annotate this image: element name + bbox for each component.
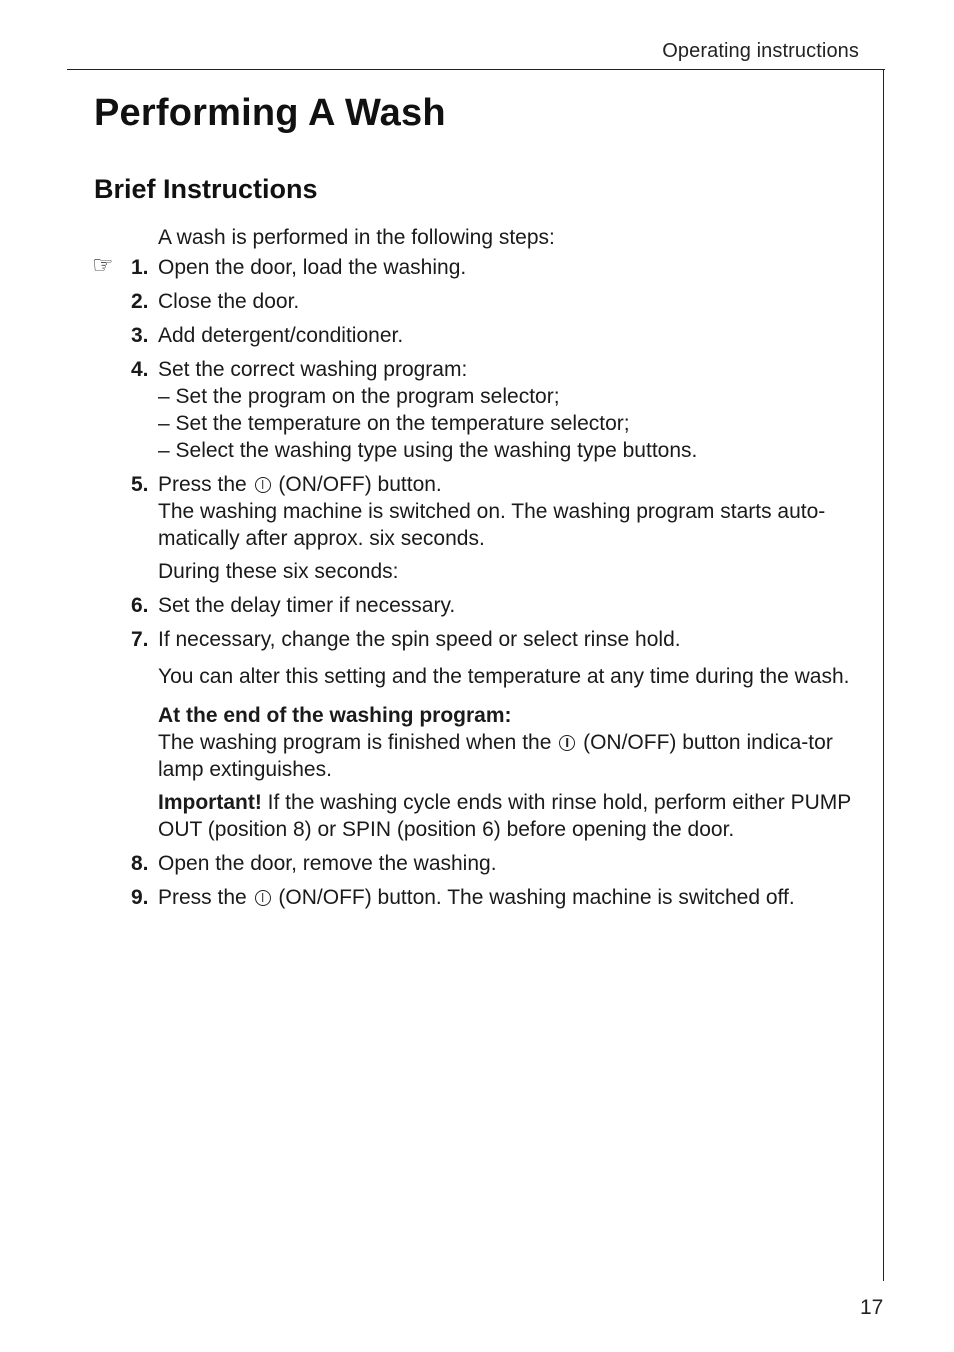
page-number: 17	[860, 1296, 884, 1319]
step-text	[158, 471, 862, 498]
power-icon	[559, 735, 575, 751]
step-4	[131, 356, 862, 464]
pointing-hand-icon: ☞	[92, 252, 114, 279]
end-section-heading: At the end of the washing program:	[158, 704, 512, 727]
end-text-before: The washing program is finished when the	[158, 731, 552, 754]
header-rule	[67, 69, 885, 70]
intro-text: A wash is performed in the following steps:	[158, 226, 555, 249]
step-8	[131, 850, 862, 877]
step-6	[131, 592, 862, 619]
step-1	[92, 252, 862, 281]
step-number: 8.	[131, 852, 149, 875]
step-number: 9.	[131, 886, 149, 909]
step-text-before: Press the	[158, 886, 247, 909]
step-5	[131, 471, 862, 585]
sub-item: – Select the washing type using the washing type buttons.	[158, 439, 698, 462]
step-text: Set the correct washing program:	[158, 358, 468, 381]
step-number: 2.	[131, 290, 149, 313]
step-number: 4.	[131, 358, 149, 381]
step-number: 5.	[131, 473, 149, 496]
step-text: Open the door, remove the washing.	[158, 852, 497, 875]
end-text-after: (ON/OFF) button indica-tor lamp extinguishes.	[158, 731, 833, 781]
step-number: 6.	[131, 594, 149, 617]
step-text	[158, 884, 862, 911]
step-text-after: (ON/OFF) button.	[278, 473, 442, 496]
section-subtitle: Brief Instructions	[94, 174, 318, 204]
step-3	[131, 322, 862, 349]
step-text: Set the delay timer if necessary.	[158, 594, 456, 617]
power-icon	[255, 890, 271, 906]
step-text: If necessary, change the spin speed or select rinse hold.	[158, 628, 681, 651]
page-title: Performing A Wash	[94, 92, 446, 134]
instructions-body	[92, 224, 862, 918]
step-number: 1.	[131, 256, 149, 279]
step-detail: The washing machine is switched on. The washing program starts auto-matically after approx. six seconds.	[158, 500, 826, 550]
step-number: 7.	[131, 628, 149, 651]
running-header: Operating instructions	[662, 40, 859, 62]
important-note	[158, 789, 862, 843]
side-rule	[883, 69, 884, 1281]
sub-item: – Set the temperature on the temperature selector;	[158, 412, 630, 435]
step-text-before: Press the	[158, 473, 247, 496]
step-text: Close the door.	[158, 290, 300, 313]
step-note: During these six seconds:	[158, 560, 399, 583]
step-9	[131, 884, 862, 911]
important-text: If the washing cycle ends with rinse hold, perform either PUMP OUT (position 8) or SPIN (position 6) before opening the door.	[158, 791, 851, 841]
step-2	[131, 288, 862, 315]
step-text-after: (ON/OFF) button. The washing machine is switched off.	[278, 886, 795, 909]
step-7	[131, 626, 862, 843]
power-icon	[255, 477, 271, 493]
sub-item: – Set the program on the program selector;	[158, 385, 560, 408]
step-text: Open the door, load the washing.	[158, 256, 467, 279]
important-label: Important!	[158, 791, 262, 814]
end-section-text	[158, 729, 862, 783]
step-text: Add detergent/conditioner.	[158, 324, 404, 347]
step-note: You can alter this setting and the temperature at any time during the wash.	[158, 665, 850, 688]
step-number: 3.	[131, 324, 149, 347]
